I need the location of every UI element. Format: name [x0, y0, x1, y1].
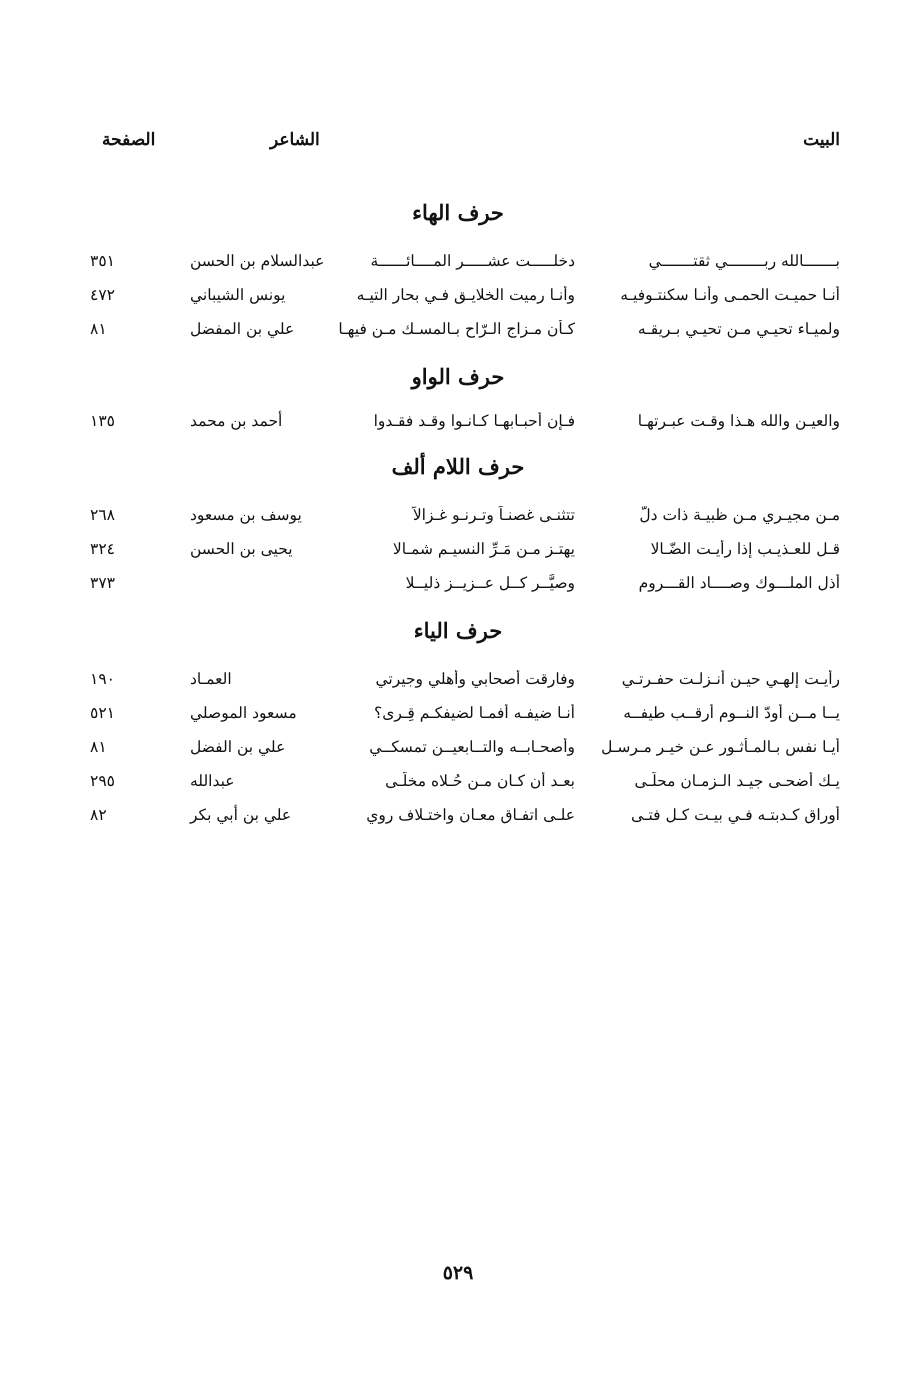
section-title-lam-alif: حرف اللام ألف [391, 454, 525, 479]
poet-name: يحيى بن الحسن [190, 540, 293, 558]
poet-name: العمـاد [190, 670, 232, 688]
page-number: ٨٢ [90, 806, 107, 824]
verse-first-hemistich: بـــــــالله ربــــــــي ثقتـــــــي [648, 252, 840, 270]
column-header [90, 130, 850, 160]
poet-name: عبدالسلام بن الحسن [190, 252, 325, 270]
header-poet: الشاعر [270, 130, 320, 150]
index-row [90, 574, 850, 600]
header-page: الصفحة [102, 130, 156, 150]
poet-name: مسعود الموصلي [190, 704, 297, 722]
index-row [90, 738, 850, 764]
verse-second-hemistich: أنـا ضيفـه أفمـا لضيفكـم قِـرى؟ [373, 704, 575, 722]
verse-first-hemistich: أوراق كـدبتـه فـي بيـت كـل فتـى [631, 806, 840, 824]
page-number: ٣٢٤ [90, 540, 115, 558]
page-number: ٢٩٥ [90, 772, 115, 790]
poet-name: علي بن المفضل [190, 320, 295, 338]
index-row [90, 412, 850, 438]
verse-first-hemistich: والعيـن والله هـذا وقـت عبـرتهـا [637, 412, 840, 430]
poet-name: أحمد بن محمد [190, 412, 283, 430]
index-row [90, 252, 850, 278]
verse-first-hemistich: يــا مــن أودّ النــوم أرقــب طيفــه [623, 704, 840, 722]
index-row [90, 670, 850, 696]
verse-second-hemistich: فـإن أحبـابهـا كـانـوا وقـد فقـدوا [373, 412, 575, 430]
verse-second-hemistich: كـأن مـزاج الـرّاح بـالمسـك مـن فيهـا [338, 320, 575, 338]
verse-second-hemistich: دخلـــــت عشـــــر المــــائــــــة [370, 252, 575, 270]
verse-first-hemistich: ولميـاء تحيـي مـن تحيـي بـريقـه [637, 320, 840, 338]
poet-name: يونس الشيباني [190, 286, 286, 304]
poet-name: عبدالله [190, 772, 235, 790]
verse-first-hemistich: أيـا نفس بـالمـأثـور عـن خيـر مـرسـل [601, 738, 840, 756]
poet-name: علي بن الفضل [190, 738, 286, 756]
verse-first-hemistich: مـن مجيـري مـن ظبيـة ذات دلّ [639, 506, 840, 524]
index-row [90, 772, 850, 798]
verse-second-hemistich: وأنـا رميت الخلايـق فـي بحار التيـه [356, 286, 575, 304]
verse-first-hemistich: يـك أضحـى جيـد الـزمـان محلّـى [634, 772, 840, 790]
verse-second-hemistich: وأصحـابــه والتــابعيــن تمسكــي [369, 738, 575, 756]
poet-name: يوسف بن مسعود [190, 506, 302, 524]
verse-first-hemistich: رأيـت إلهـي حيـن أنـزلـت حفـرتـي [621, 670, 840, 688]
verse-second-hemistich: تتثنـى غصنـاً وتـرنـو غـزالاً [412, 506, 575, 524]
verse-first-hemistich: أنـا حميـت الحمـى وأنـا سكنتـوفيـه [620, 286, 840, 304]
index-row [90, 506, 850, 532]
page-number: ٤٧٢ [90, 286, 115, 304]
section-title-haa: حرف الهاء [412, 200, 504, 225]
page-number: ٣٥١ [90, 252, 115, 270]
index-row [90, 806, 850, 832]
index-row [90, 704, 850, 730]
page-number: ٨١ [90, 320, 107, 338]
index-row [90, 286, 850, 312]
page-number: ٨١ [90, 738, 107, 756]
verse-second-hemistich: يهتـز مـن مَـرِّ النسيـم شمـالا [392, 540, 575, 558]
index-row [90, 540, 850, 566]
page-number: ١٣٥ [90, 412, 115, 430]
footer-page-number: ٥٢٩ [442, 1262, 474, 1284]
index-row [90, 320, 850, 346]
page-number: ٥٢١ [90, 704, 115, 722]
section-title-waw: حرف الواو [411, 364, 505, 389]
section-title-yaa: حرف الياء [413, 618, 503, 643]
page-number: ٣٧٣ [90, 574, 115, 592]
poet-name: علي بن أبي بكر [190, 806, 292, 824]
page-number: ١٩٠ [90, 670, 115, 688]
verse-second-hemistich: علـى اتفـاق معـان واختـلاف روي [366, 806, 575, 824]
verse-second-hemistich: وصيَّــر كــل عــزيــز ذليــلا [405, 574, 575, 592]
header-verse: البيت [803, 130, 840, 150]
verse-second-hemistich: بعـد أن كـان مـن حُـلاه مخلّـى [385, 772, 575, 790]
page-number: ٢٦٨ [90, 506, 115, 524]
verse-first-hemistich: قـل للعـذيـب إذا رأيـت الضّـالا [650, 540, 840, 558]
verse-first-hemistich: أذل الملـــوك وصــــاد القـــروم [638, 574, 840, 592]
verse-second-hemistich: وفارقت أصحابي وأهلي وجيرتي [375, 670, 575, 688]
